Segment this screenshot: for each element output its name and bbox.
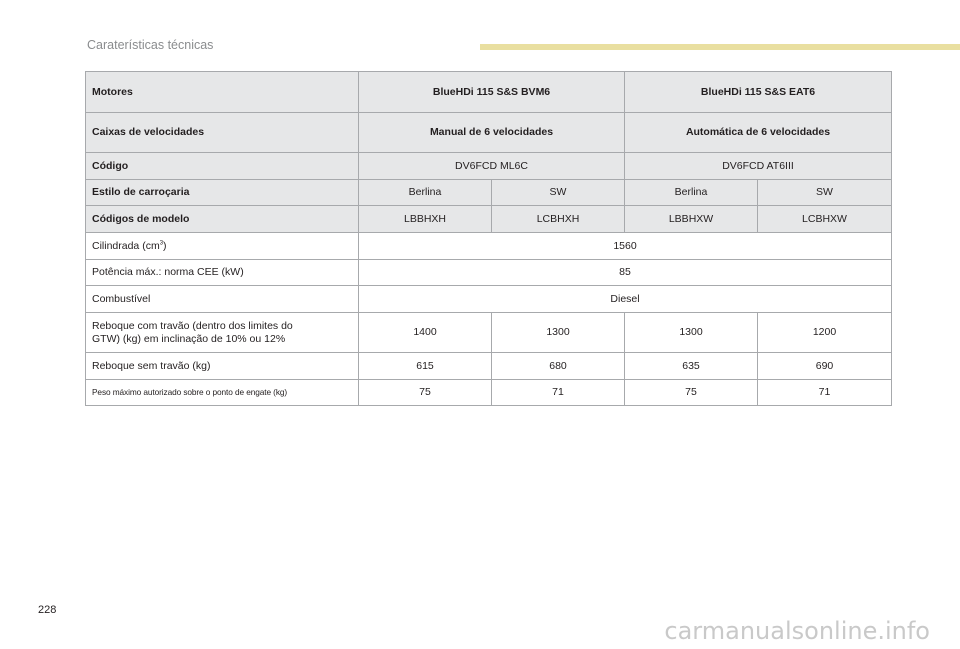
table-row-codigo <box>86 153 892 180</box>
row-label-estilo: Estilo de carroçaria <box>86 180 359 206</box>
estilo-cell: Berlina <box>625 180 758 206</box>
reboque-com-cell: 1400 <box>359 313 492 353</box>
row-label-codigo: Código <box>86 153 359 180</box>
technical-specs-table <box>85 71 892 406</box>
row-label-motores: Motores <box>86 72 359 113</box>
row-label-reboque-com-travao <box>86 313 359 353</box>
peso-engate-cell: 71 <box>492 380 625 406</box>
estilo-cell: Berlina <box>359 180 492 206</box>
row-label-peso-engate: Peso máximo autorizado sobre o ponto de engate (kg) <box>86 380 359 406</box>
table-row-peso-engate <box>86 380 892 406</box>
model-code-cell: LBBHXH <box>359 206 492 233</box>
combustivel-value: Diesel <box>359 286 892 313</box>
reboque-sem-cell: 615 <box>359 353 492 380</box>
section-title: Caraterísticas técnicas <box>87 38 214 52</box>
table-row-codigos-modelo <box>86 206 892 233</box>
peso-engate-cell: 75 <box>625 380 758 406</box>
reboque-com-label-line2: GTW) (kg) em inclinação de 10% ou 12% <box>92 332 286 345</box>
row-label-caixas: Caixas de velocidades <box>86 113 359 153</box>
table-row-reboque-sem-travao <box>86 353 892 380</box>
row-label-reboque-sem-travao: Reboque sem travão (kg) <box>86 353 359 380</box>
model-code-cell: LBBHXW <box>625 206 758 233</box>
cilindrada-label-close: ) <box>163 239 167 252</box>
table-row-cilindrada <box>86 233 892 260</box>
engine-2-header: BlueHDi 115 S&S EAT6 <box>625 72 892 113</box>
page-number: 228 <box>38 604 57 616</box>
engine-1-header: BlueHDi 115 S&S BVM6 <box>359 72 625 113</box>
peso-engate-cell: 75 <box>359 380 492 406</box>
table-row-potencia <box>86 260 892 286</box>
table-row-combustivel <box>86 286 892 313</box>
row-label-potencia: Potência máx.: norma CEE (kW) <box>86 260 359 286</box>
row-label-cilindrada <box>86 233 359 260</box>
cilindrada-label-superscript: 3 <box>159 240 164 246</box>
table-row-caixas <box>86 113 892 153</box>
reboque-sem-cell: 635 <box>625 353 758 380</box>
table-row-estilo <box>86 180 892 206</box>
row-label-codigos-modelo: Códigos de modelo <box>86 206 359 233</box>
peso-engate-cell: 71 <box>758 380 892 406</box>
table-row-motores <box>86 72 892 113</box>
table-row-reboque-com-travao <box>86 313 892 353</box>
cilindrada-value: 1560 <box>359 233 892 260</box>
reboque-com-cell: 1300 <box>492 313 625 353</box>
reboque-sem-cell: 680 <box>492 353 625 380</box>
code-1-cell: DV6FCD ML6C <box>359 153 625 180</box>
reboque-sem-cell: 690 <box>758 353 892 380</box>
potencia-value: 85 <box>359 260 892 286</box>
code-2-cell: DV6FCD AT6III <box>625 153 892 180</box>
model-code-cell: LCBHXW <box>758 206 892 233</box>
estilo-cell: SW <box>492 180 625 206</box>
cilindrada-label-text: Cilindrada (cm <box>92 239 160 252</box>
reboque-com-cell: 1200 <box>758 313 892 353</box>
watermark: carmanualsonline.info <box>664 617 930 645</box>
row-label-combustivel: Combustível <box>86 286 359 313</box>
reboque-com-label-line1: Reboque com travão (dentro dos limites do <box>92 319 293 332</box>
model-code-cell: LCBHXH <box>492 206 625 233</box>
gearbox-2-cell: Automática de 6 velocidades <box>625 113 892 153</box>
reboque-com-cell: 1300 <box>625 313 758 353</box>
section-title-bar <box>480 44 960 50</box>
gearbox-1-cell: Manual de 6 velocidades <box>359 113 625 153</box>
estilo-cell: SW <box>758 180 892 206</box>
